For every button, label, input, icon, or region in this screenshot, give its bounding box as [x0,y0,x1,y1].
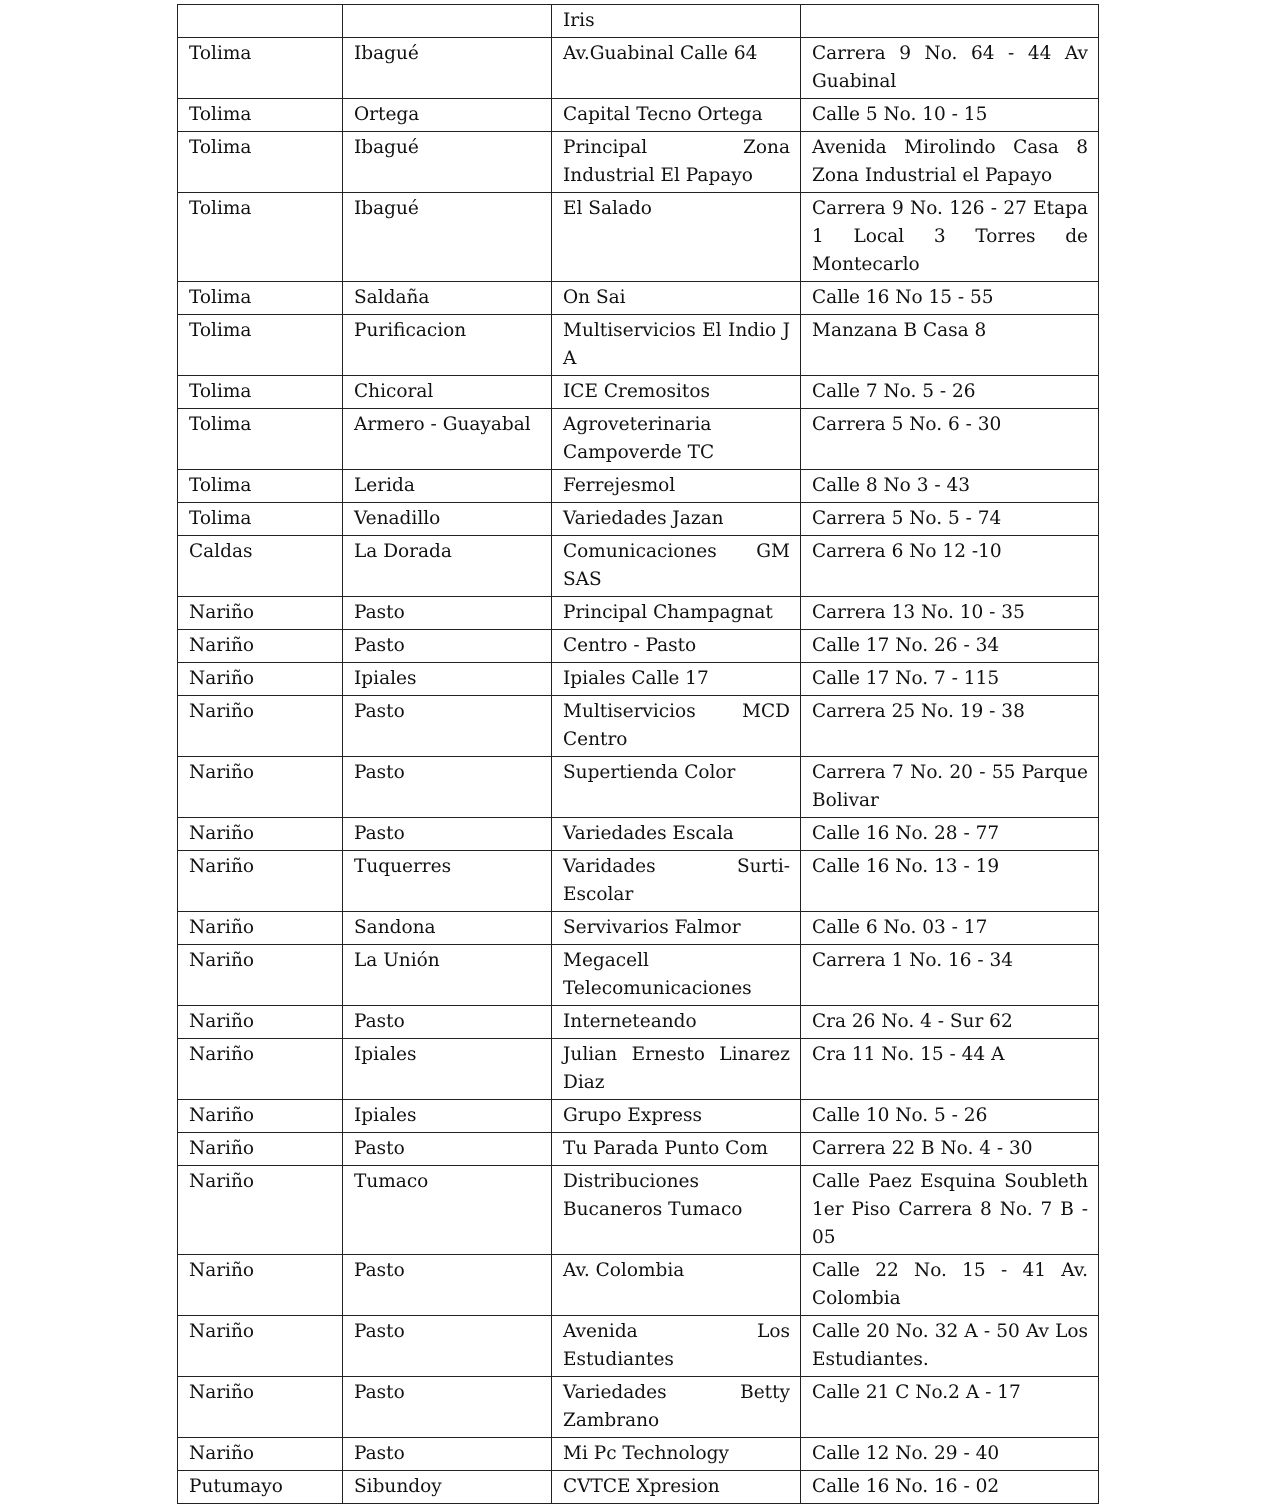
department-cell: Tolima [178,99,343,132]
table-row [178,503,1099,536]
store-name-cell: Principal Zona Industrial El Papayo [552,132,801,193]
store-name-cell: Distribuciones Bucaneros Tumaco [552,1166,801,1255]
table-row [178,1438,1099,1471]
address-cell [801,5,1099,38]
address-cell: Calle Paez Esquina Soubleth 1er Piso Carrera 8 No. 7 B - 05 [801,1166,1099,1255]
address-cell: Cra 26 No. 4 - Sur 62 [801,1006,1099,1039]
department-cell: Nariño [178,1039,343,1100]
table-row [178,132,1099,193]
store-name-cell: Megacell Telecomunicaciones [552,945,801,1006]
city-cell: Saldaña [343,282,552,315]
store-name-cell: Capital Tecno Ortega [552,99,801,132]
city-cell: Pasto [343,630,552,663]
city-cell: Pasto [343,818,552,851]
address-cell: Calle 17 No. 7 - 115 [801,663,1099,696]
address-cell: Carrera 9 No. 64 - 44 Av Guabinal [801,38,1099,99]
city-cell: Ortega [343,99,552,132]
address-cell: Calle 16 No 15 - 55 [801,282,1099,315]
store-name-cell: Variedades Jazan [552,503,801,536]
table-row [178,282,1099,315]
store-name-cell: Ferrejesmol [552,470,801,503]
table-row [178,38,1099,99]
table-row [178,315,1099,376]
city-cell: La Unión [343,945,552,1006]
store-name-cell: Tu Parada Punto Com [552,1133,801,1166]
address-cell: Carrera 22 B No. 4 - 30 [801,1133,1099,1166]
store-name-cell: ICE Cremositos [552,376,801,409]
store-name-cell: Ipiales Calle 17 [552,663,801,696]
address-cell: Calle 12 No. 29 - 40 [801,1438,1099,1471]
department-cell: Tolima [178,315,343,376]
department-cell: Tolima [178,132,343,193]
store-name-cell: Servivarios Falmor [552,912,801,945]
table-row [178,1100,1099,1133]
department-cell: Nariño [178,912,343,945]
address-cell: Calle 21 C No.2 A - 17 [801,1377,1099,1438]
city-cell: Ipiales [343,1039,552,1100]
store-name-cell: Comunicaciones GM SAS [552,536,801,597]
address-cell: Carrera 6 No 12 -10 [801,536,1099,597]
table-row [178,376,1099,409]
city-cell: Tuquerres [343,851,552,912]
table-row [178,5,1099,38]
city-cell: Ipiales [343,1100,552,1133]
store-name-cell: Variedades Escala [552,818,801,851]
store-name-cell: Agroveterinaria Campoverde TC [552,409,801,470]
department-cell: Putumayo [178,1471,343,1504]
store-name-cell: Av.Guabinal Calle 64 [552,38,801,99]
department-cell: Tolima [178,409,343,470]
store-name-cell: Avenida Los Estudiantes [552,1316,801,1377]
table-row [178,1471,1099,1504]
table-row [178,1133,1099,1166]
department-cell: Nariño [178,818,343,851]
store-name-cell: Multiservicios El Indio J A [552,315,801,376]
address-cell: Calle 7 No. 5 - 26 [801,376,1099,409]
city-cell: La Dorada [343,536,552,597]
department-cell: Tolima [178,38,343,99]
department-cell: Tolima [178,193,343,282]
city-cell: Venadillo [343,503,552,536]
table-row [178,630,1099,663]
table-row [178,193,1099,282]
store-name-cell: Av. Colombia [552,1255,801,1316]
department-cell: Nariño [178,696,343,757]
table-row [178,470,1099,503]
address-cell: Calle 17 No. 26 - 34 [801,630,1099,663]
store-name-cell: Supertienda Color [552,757,801,818]
table-row [178,945,1099,1006]
city-cell: Ibagué [343,38,552,99]
table-row [178,696,1099,757]
department-cell: Nariño [178,1377,343,1438]
table-row [178,99,1099,132]
store-name-cell: Multiservicios MCD Centro [552,696,801,757]
table-row [178,597,1099,630]
address-cell: Calle 22 No. 15 - 41 Av. Colombia [801,1255,1099,1316]
department-cell: Nariño [178,1438,343,1471]
table-row [178,663,1099,696]
address-cell: Calle 6 No. 03 - 17 [801,912,1099,945]
city-cell: Armero - Guayabal [343,409,552,470]
city-cell: Pasto [343,696,552,757]
table-row [178,1006,1099,1039]
department-cell: Nariño [178,1133,343,1166]
table-row [178,1316,1099,1377]
store-name-cell: Principal Champagnat [552,597,801,630]
store-name-cell: El Salado [552,193,801,282]
store-name-cell: Iris [552,5,801,38]
city-cell: Ibagué [343,193,552,282]
address-cell: Calle 10 No. 5 - 26 [801,1100,1099,1133]
table-row [178,757,1099,818]
store-name-cell: Mi Pc Technology [552,1438,801,1471]
city-cell: Chicoral [343,376,552,409]
city-cell: Sandona [343,912,552,945]
address-cell: Avenida Mirolindo Casa 8 Zona Industrial el Papayo [801,132,1099,193]
address-cell: Carrera 5 No. 6 - 30 [801,409,1099,470]
department-cell: Tolima [178,282,343,315]
department-cell: Tolima [178,470,343,503]
address-cell: Calle 16 No. 13 - 19 [801,851,1099,912]
address-cell: Calle 8 No 3 - 43 [801,470,1099,503]
table-row [178,409,1099,470]
table-row [178,1039,1099,1100]
department-cell: Nariño [178,663,343,696]
city-cell: Tumaco [343,1166,552,1255]
address-cell: Calle 20 No. 32 A - 50 Av Los Estudiantes. [801,1316,1099,1377]
city-cell: Sibundoy [343,1471,552,1504]
department-cell: Nariño [178,1166,343,1255]
department-cell: Nariño [178,597,343,630]
address-cell: Calle 5 No. 10 - 15 [801,99,1099,132]
city-cell: Pasto [343,1255,552,1316]
city-cell: Pasto [343,1438,552,1471]
address-cell: Cra 11 No. 15 - 44 A [801,1039,1099,1100]
store-name-cell: Variedades Betty Zambrano [552,1377,801,1438]
points-of-sale-table [177,4,1099,1504]
table-row [178,1377,1099,1438]
city-cell: Pasto [343,1133,552,1166]
address-cell: Calle 16 No. 16 - 02 [801,1471,1099,1504]
city-cell: Pasto [343,1377,552,1438]
address-cell: Carrera 5 No. 5 - 74 [801,503,1099,536]
city-cell: Pasto [343,1316,552,1377]
address-cell: Calle 16 No. 28 - 77 [801,818,1099,851]
department-cell: Nariño [178,1255,343,1316]
store-name-cell: Interneteando [552,1006,801,1039]
table-body [178,5,1099,1504]
store-name-cell: Grupo Express [552,1100,801,1133]
department-cell: Nariño [178,757,343,818]
city-cell: Ibagué [343,132,552,193]
city-cell: Lerida [343,470,552,503]
city-cell [343,5,552,38]
department-cell: Nariño [178,630,343,663]
department-cell: Nariño [178,1316,343,1377]
store-name-cell: CVTCE Xpresion [552,1471,801,1504]
table-row [178,1166,1099,1255]
department-cell: Nariño [178,1006,343,1039]
address-cell: Carrera 9 No. 126 - 27 Etapa 1 Local 3 Torres de Montecarlo [801,193,1099,282]
department-cell: Nariño [178,945,343,1006]
address-cell: Carrera 13 No. 10 - 35 [801,597,1099,630]
store-name-cell: Varidades Surti- Escolar [552,851,801,912]
department-cell: Nariño [178,851,343,912]
department-cell: Caldas [178,536,343,597]
department-cell: Tolima [178,376,343,409]
table-row [178,1255,1099,1316]
store-name-cell: Centro - Pasto [552,630,801,663]
address-cell: Carrera 7 No. 20 - 55 Parque Bolivar [801,757,1099,818]
department-cell [178,5,343,38]
city-cell: Purificacion [343,315,552,376]
table-row [178,536,1099,597]
department-cell: Nariño [178,1100,343,1133]
table-row [178,851,1099,912]
city-cell: Pasto [343,597,552,630]
department-cell: Tolima [178,503,343,536]
address-cell: Manzana B Casa 8 [801,315,1099,376]
city-cell: Pasto [343,1006,552,1039]
city-cell: Pasto [343,757,552,818]
address-cell: Carrera 1 No. 16 - 34 [801,945,1099,1006]
store-name-cell: Julian Ernesto Linarez Diaz [552,1039,801,1100]
city-cell: Ipiales [343,663,552,696]
address-cell: Carrera 25 No. 19 - 38 [801,696,1099,757]
store-name-cell: On Sai [552,282,801,315]
table-row [178,912,1099,945]
table-row [178,818,1099,851]
